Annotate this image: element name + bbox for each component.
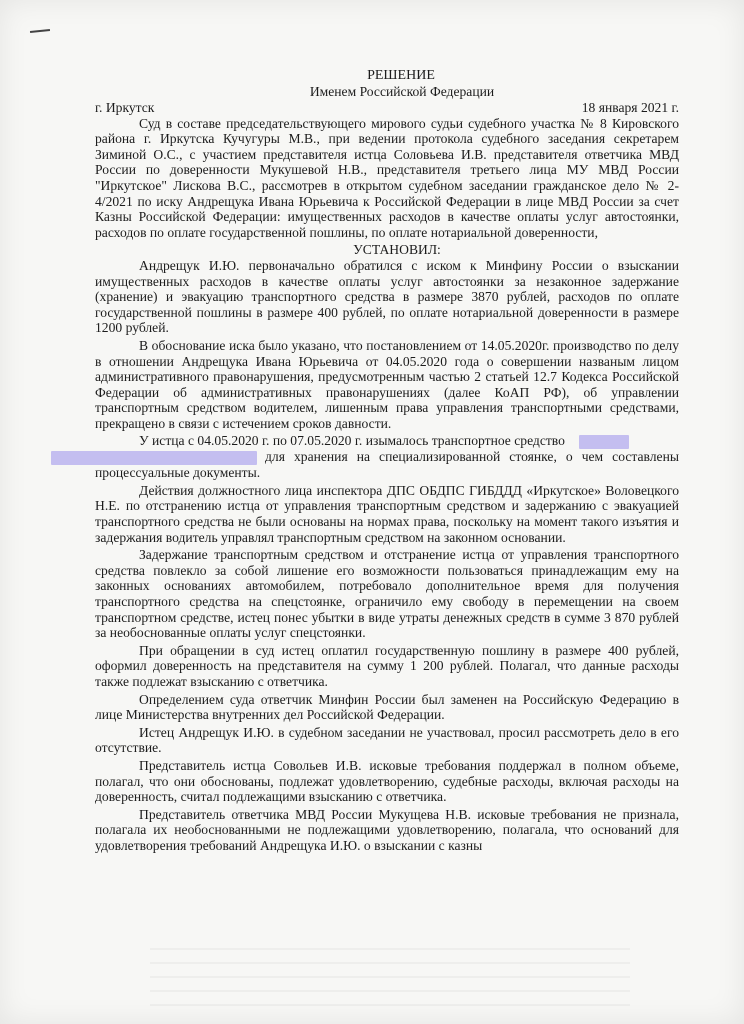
paragraph-3 — [95, 433, 679, 480]
document-meta — [95, 100, 679, 116]
paragraph-6: При обращении в суд истец оплатил государственную пошлину в размере 400 рублей, оформил доверенность на представителя на сумму 1 200 рублей. Полагал, что данные расходы также подлежат взысканию с ответчика. — [95, 642, 679, 689]
paragraph-1: Андрещук И.Ю. первоначально обратился с иском к Минфину России о взыскании имущественных расходов в качестве оплаты услуг автостоянки за незаконное задержание (хранение) и эвакуацию транспортного средства в размере 3870 рублей, расходов по оплате государственной пошлины в размере 400 рублей, по оплате нотариальной доверенности в размере 1200 рублей. — [95, 257, 679, 336]
paragraph-9: Представитель истца Совольев И.В. исковые требования поддержал в полном объеме, полагал, что они обоснованы, подлежат удовлетворению, судебные расходы, включая расходы на доверенность, считал подлежащими взысканию с ответчика. — [95, 757, 679, 805]
paragraph-10: Представитель ответчика МВД России Мукущева Н.В. исковые требования не признала, полагала их необоснованными не подлежащими удовлетворению, полагала, что оснований для удовлетворения требований Андрещука И.Ю. о взыскании с казны — [95, 806, 679, 853]
scan-mark — [30, 29, 50, 33]
paragraph-4: Действия должностного лица инспектора ДПС ОБДПС ГИБДДД «Иркутское» Воловецкого Н.Е. по отстранению истца от управления транспортным средством и задержанию с эвакуацией транспортного средства не были основаны на нормах права, поскольку на момент такого изъятия и задержания водитель управлял транспортным средством на законном основании. — [95, 482, 679, 545]
city: г. Иркутск — [95, 100, 155, 115]
section-heading: УСТАНОВИЛ: — [353, 242, 441, 258]
redaction-block — [579, 435, 629, 449]
date: 18 января 2021 г. — [581, 100, 679, 115]
paragraph-5: Задержание транспортным средством и отстранение истца от управления транспортного средства повлекло за собой лишение его возможности пользоваться принадлежащим ему на законных основаниях автомобилем, потребовало дополнительное время для получения транспортного средства на спецстоянке, ограничило ему свободу в перемещении на своем транспортном средстве, истец понес убытки в виде утраты денежных средств в сумме 3 870 рублей за необоснованные оплаты услуг спецстоянки. — [95, 547, 679, 641]
paragraph-8: Истец Андрещук И.Ю. в судебном заседании не участвовал, просил рассмотреть дело в его отсутствие. — [95, 724, 679, 756]
paragraph-7: Определением суда ответчик Минфин России был заменен на Российскую Федерацию в лице Министерства внутренних дел Российской Федерации. — [95, 691, 679, 723]
redaction-block — [51, 451, 257, 465]
paragraph-3-start: У истца с 04.05.2020 г. по 07.05.2020 г. изымалось транспортное средство — [139, 433, 565, 449]
document-subtitle: Именем Российской Федерации — [309, 84, 495, 99]
bleed-through-text — [150, 946, 630, 1006]
paragraph-2: В обоснование иска было указано, что постановлением от 14.05.2020г. производство по делу в отношении Андрещука Ивана Юрьевича от 04.05.2020 года о совершении названым лицом административного правонарушения, предусмотренным частью 2 статьей 12.7 Кодекса Российской Федерации об административных правонарушениях (далее КоАП РФ), об управлении транспортным средством водителем, лишенным права управления транспортными средствами, прекращено в связи с истечением сроков давности. — [95, 337, 679, 431]
paragraph-3-end: для хранения на специализированной стоянке, о чем составлены процессуальные документы. — [95, 449, 679, 481]
document-title: РЕШЕНИЕ — [367, 68, 435, 83]
intro-paragraph: Суд в составе председательствующего мирового судьи судебного участка № 8 Кировского района г. Иркутска Кучугуры М.В., при ведении протокола судебного заседания секретарем Зиминой О.С., с участием представителя истца Соловьева И.В. представителя ответчика МВД России по доверенности Мукушевой Н.В., представителя третьего лица МУ МВД России "Иркутское" Лискова В.С., рассмотрев в открытом судебном заседании гражданское дело № 2-4/2021 по иску Андрещука Ивана Юрьевича к Российской Федерации в лице МВД России за счет Казны Российской Федерации: имущественных расходов в качестве оплаты услуг автостоянки, расходов по оплате государственной пошлины, по оплате нотариальной доверенности, — [95, 115, 679, 240]
document-body — [95, 68, 679, 855]
